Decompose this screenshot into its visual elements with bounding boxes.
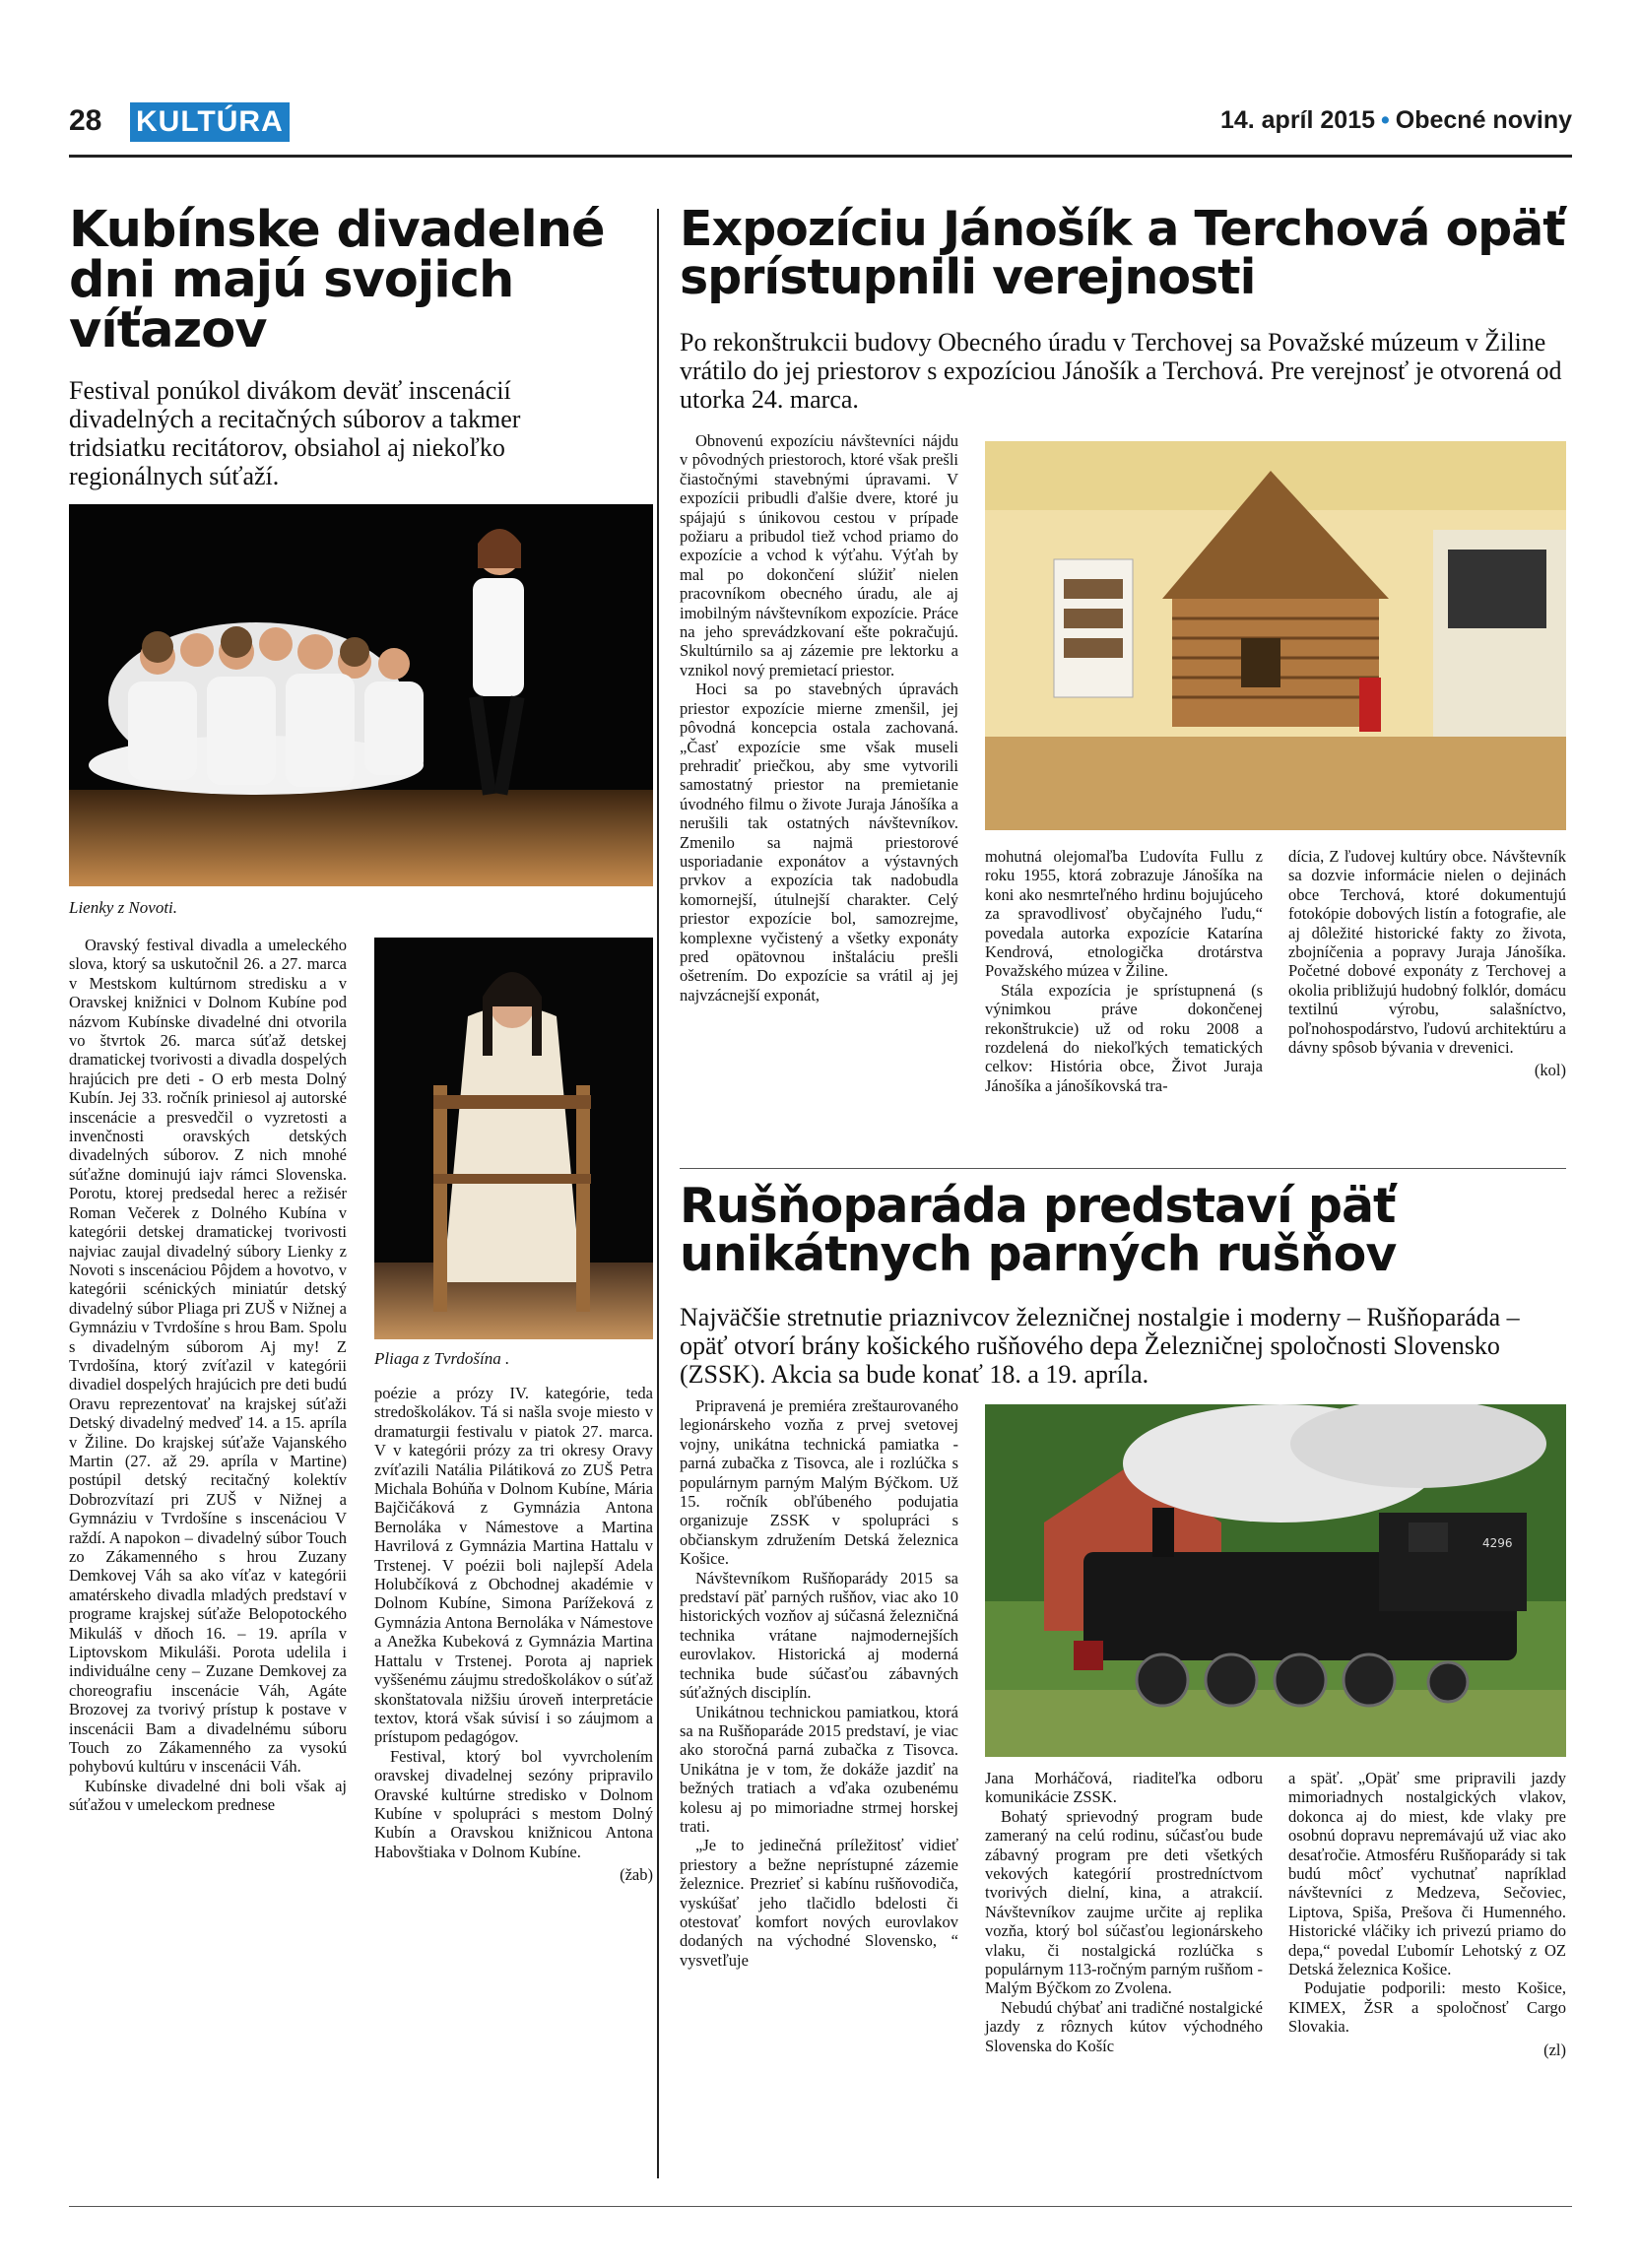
article2-column-2 bbox=[985, 847, 1263, 1095]
article3-paragraph: Návštevníkom Rušňoparády 2015 sa predstaví päť parných rušňov, viac ako 10 historických vozňov aj súčasná železničná technika vrátane najmodernejších eurovlakov. Historická aj moderná technika bude súčasťou zábavných súťažných disciplín. bbox=[680, 1568, 958, 1703]
article3-paragraph: Unikátnou technickou pamiatkou, ktorá sa na Rušňoparáde 2015 predstaví, je viac ako storočná parná zubačka z Tisovca. Unikátna je v tom, že dokáže jazdiť na bežných tratiach a vďaka ozubenému kolesu aj po mimoriadne strmej horskej trati. bbox=[680, 1702, 958, 1836]
article-divider bbox=[680, 1168, 1566, 1169]
article1-column-2 bbox=[374, 1384, 653, 1885]
photo-expozicia bbox=[985, 441, 1566, 830]
article2-paragraph: mohutná olejomaľba Ľudovíta Fullu z roku 1955, ktorá zobrazuje Jánošíka na koni ako nesmrteľného hrdinu bojujúceho za spravodlivosť obyčajného ľudu,“ povedala autorka expozície Katarína Kendrová, etnologička drotárstva Považského múzea v Žiline. bbox=[985, 847, 1263, 981]
section-label: KULTÚRA bbox=[130, 102, 290, 142]
article3-paragraph: a späť. „Opäť sme pripravili jazdy mimoriadnych nostalgických vlakov, dokonca aj do miest, kde vlaky pre osobnú dopravu nepremávajú už viac ako desaťročie. Atmosféru Rušňoparády si tak budú môcť vychutnať napríklad návštevníci z Medzeva, Sečoviec, Liptova, Spiša, Prešova či Humenného. Historické vláčiky ich privezú priamo do depa,“ povedal Ľubomír Lehotský z OZ Detská železnica Košice. bbox=[1288, 1769, 1566, 1979]
article1-column-1 bbox=[69, 936, 347, 1815]
article1-title: Kubínske divadelné dni majú svojich víťazov bbox=[69, 201, 605, 359]
article2-column-3 bbox=[1288, 847, 1566, 1080]
article3-paragraph: Pripravená je premiéra zreštaurovaného legionárskeho vozňa z prvej svetovej vojny, unikátna technická pamiatka - parná zubačka z Tisovca, ale i rozlúčka s populárnym parným Malým Býčkom. Už 15. ročník obľúbeného podujatia organizuje ZSSK v spolupráci s občianskym združením Detská železnica Košice. bbox=[680, 1396, 958, 1569]
article3-signature: (zl) bbox=[1543, 2040, 1566, 2059]
article2-lead: Po rekonštrukcii budovy Obecného úradu v Terchovej sa Považské múzeum v Žiline vrátilo do jej priestorov s expozíciou Jánošík a Terchová. Pre verejnosť je otvorená od utorka 24. marca. bbox=[680, 328, 1562, 414]
publication-name: Obecné noviny bbox=[1395, 106, 1572, 134]
page-header bbox=[69, 98, 1572, 158]
issue-date: 14. apríl 2015 bbox=[1219, 106, 1376, 134]
article1-paragraph: poézie a prózy IV. kategórie, teda stredoškolákov. Tá si našla svoje miesto v dramaturgii festivalu v piatok 27. marca. V v kategórii prózy za tri okresy Oravy zvíťazili Natália Pilátiková zo ZUŠ Petra Michala Bohúňa v Dolnom Kubíne, Mária Bajčičáková z Gymnázia Antona Bernoláka v Námestove a Martina Havrilová z Gymnázia Martina Hattalu v Trstenej. V poézii boli najlepší Adela Holubčíková z Obchodnej akadémie v Dolnom Kubíne, Simona Parížeková z Gymnázia Antona Bernoláka v Námestove a Anežka Kubeková z Gymnázia Martina Hattalu v Trstenej. Porota aj napriek vyššenému záujmu stredoškolákov o súťaž skonštatovala nižšiu úroveň interpretácie textov, ktorá však súvisí i so záujmom a prístupom pedagógov. bbox=[374, 1384, 653, 1747]
article2-title: Expozíciu Jánošík a Terchová opäť sprístupnili verejnosti bbox=[680, 201, 1565, 305]
article1-paragraph: Oravský festival divadla a umeleckého slova, ktorý sa uskutočnil 26. a 27. marca v Mestskom kultúrnom stredisku a v Oravskej knižnici v Dolnom Kubíne pod názvom Kubínske divadelné dni otvorila vo štvrtok 26. marca súťaž detskej dramatickej tvorivosti a divadla dospelých hrajúcich pre deti - O erb mesta Dolný Kubín. Jej 33. ročník priniesol aj autorské inscenácie a presvedčil o vyzretosti a invenčnosti oravských detských divadelných súborov. Z nich mnohé súťažne dominujú iajv rámci Slovenska. Porotu, ktorej predsedal herec a režisér Roman Večerek z Dolného Kubína v kategórii detskej dramatickej tvorivosti najviac zaujal divadelný súbory Lienky z Novoti s inscenáciou Pôjdem a hovotvo, v kategórii scénických miniatúr detský divadelný súbor Pliaga pri ZUŠ v Nižnej a Gymnáziu v Tvrdošíne s hrou Bam. Spolu s divadelným súborom Aj my! Z Tvrdošína, ktorý zvíťazil v kategórii divadiel dospelých hrajúcich pre deti budú Oravu reprezentovať na krajskej súťaži Detský divadelný medveď 14. a 15. apríla v Žiline. Do krajskej súťaže Vajanského Martin (27. až 29. apríla v Martine) postúpil detský recitačný kolektív Dobrozvítazí pri ZUŠ v Nižnej a Gymnáziu v Tvrdošíne s inscenáciou V raždí. A napokon – divadelný súbor Touch zo Zákamenného s hrou Zuzany Demkovej Váh sa ako víťaz v kategórii amatérskeho divadla mladých predstaví v programe krajskej súťaže Belopotockého Mikuláš v dňoch 16. – 19. apríla v Liptovskom Mikuláši. Porota udelila i individuálne ceny – Zuzane Demkovej za choreografiu inscenácie Váh, Agáte Brozovej za tvorivý prístup k postave v inscenácii Bam a divadelnému súboru Touch zo Zákamenného za vysokú pohybovú kultúru v inscenácii Váh. bbox=[69, 936, 347, 1777]
article3-column-3 bbox=[1288, 1769, 1566, 2059]
article3-paragraph: Bohatý sprievodný program bude zameraný na celú rodinu, súčasťou bude zábavný program pre deti všetkých vekových kategórií prostredníctvom tvorivých dielní, kina, a atrakcií. Návštevníkov zaujme určite aj replika vozňa, ktorý bol súčasťou legionárskeho vlaku, či nostalgická rozlúčka s populárnym 113-ročným parným rušňom - Malým Býčkom zo Zvolena. bbox=[985, 1806, 1263, 1998]
header-separator: • bbox=[1381, 106, 1390, 134]
article3-title: Rušňoparáda predstaví päť unikátnych parných rušňov bbox=[680, 1178, 1397, 1282]
page-bottom-rule bbox=[69, 2206, 1572, 2207]
article2-paragraph: Hoci sa po stavebných úpravách priestor expozície mierne zmenšil, jej pôvodná koncepcia ostala zachovaná. „Časť expozície sme však museli prehradiť priečkou, aby sme vytvorili samostatný priestor na premietanie úvodného filmu o živote Juraja Jánošíka a nerušili tak ostatných návštevníkov. Zmenilo sa najmä priestorové usporiadanie exponátov a výstavných prvkov a expozícia tak nadobudla komornejší, útulnejší charakter. Celý priestor expozície bol, samozrejme, komplexne vyčistený a všetky exponáty pred opätovnou inštaláciu prešli ošetrením. Do expozície sa vrátil aj jej najvzácnejší exponát, bbox=[680, 680, 958, 1004]
article2-paragraph: dícia, Z ľudovej kultúry obce. Návštevník sa dozvie informácie nielen o dejinách obce Terchová, ktoré dokumentujú fotokópie dobových listín a fotografie, ale aj dôležité historické fakty zo života, zbojníčenia a popravy Juraja Jánošíka. Početné dobové exponáty z Terchovej a okolia približujú hudobný folklór, domácu textilnú výrobu, salašníctvo, poľnohospodárstvo, ľudovú architektúru a dávny spôsob bývania v drevenici. bbox=[1288, 847, 1566, 1058]
article1-paragraph: Kubínske divadelné dni boli však aj súťažou v umeleckom prednese bbox=[69, 1776, 347, 1815]
article3-column-1 bbox=[680, 1396, 958, 1970]
article3-paragraph: Nebudú chýbať ani tradičné nostalgické jazdy z rôznych kútov východného Slovenska do Košíc bbox=[985, 1997, 1263, 2055]
article1-signature: (žab) bbox=[620, 1865, 653, 1885]
article2-signature: (kol) bbox=[1534, 1061, 1566, 1080]
article2-paragraph: Obnovenú expozíciu návštevníci nájdu v pôvodných priestoroch, ktoré však prešli čiastočnými stavebnými úpravami. V expozícii pribudli ďalšie dvere, ktoré ju spájajú s únikovou cestou v prípade požiaru a pribudol tiež vchod priamo do expozície a vchod k výťahu. Výťah by mal po dokončení slúžiť nielen pracovníkom obecného úradu, ale aj imobilným návštevníkom expozície. Práce na jeho sprevádzkovaní ešte pokračujú. Skultúrnilo sa aj zázemie pre lektorku a vznikol nový premietací priestor. bbox=[680, 431, 958, 680]
article3-column-2 bbox=[985, 1769, 1263, 2055]
article2-paragraph: Stála expozícia je sprístupnená (s výnimkou práve dokončenej rekonštrukcie) už od roku 2008 a rozdelená do niekoľkých tematických celkov: História obce, Život Juraja Jánošíka a jánošíkovská tra- bbox=[985, 980, 1263, 1095]
article3-lead: Najväčšie stretnutie priaznivcov železničnej nostalgie i moderny – Rušňoparáda – opäť otvorí brány košického rušňového depa Železničnej spoločnosti Slovensko (ZSSK). Akcia sa bude konať 18. a 19. apríla. bbox=[680, 1303, 1520, 1389]
article3-paragraph: „Je to jedinečná príležitosť vidieť priestory a bežne neprístupné zázemie železnice. Prezrieť si kabínu rušňovodiča, vyskúšať jeho tlačidlo bdelosti či otestovať komfort nových eurovlakov dodaných na východné Slovensko, “ vysvetľuje bbox=[680, 1836, 958, 1970]
page-number: 28 bbox=[69, 104, 102, 137]
article2-column-1 bbox=[680, 431, 958, 1004]
photo-lienky bbox=[69, 504, 653, 886]
locomotive-number: 4296 bbox=[1482, 1536, 1513, 1550]
issue-info bbox=[1220, 106, 1572, 135]
photo-lienky-caption: Lienky z Novoti. bbox=[69, 898, 178, 917]
article3-paragraph: Podujatie podporili: mesto Košice, KIMEX, ŽSR a spoločnosť Cargo Slovakia. bbox=[1288, 1978, 1566, 2037]
article1-lead: Festival ponúkol divákom deväť inscenácií divadelných a recitačných súborov a takmer tridsiatku recitátorov, obsiahol aj niekoľko regionálnych súťaží. bbox=[69, 376, 521, 490]
photo-pliaga bbox=[374, 938, 653, 1339]
article3-paragraph: Jana Morháčová, riaditeľka odboru komunikácie ZSSK. bbox=[985, 1769, 1263, 1807]
photo-pliaga-caption: Pliaga z Tvrdošína . bbox=[374, 1349, 510, 1368]
photo-locomotive bbox=[985, 1404, 1566, 1757]
column-rule bbox=[657, 209, 659, 2178]
article1-paragraph: Festival, ktorý bol vyvrcholením oravskej divadelnej sezóny pripravilo Oravské kultúrne stredisko v Dolnom Kubíne v spolupráci s mestom Dolný Kubín a Oravskou knižnicou Antona Habovštiaka v Dolnom Kubíne. bbox=[374, 1746, 653, 1861]
